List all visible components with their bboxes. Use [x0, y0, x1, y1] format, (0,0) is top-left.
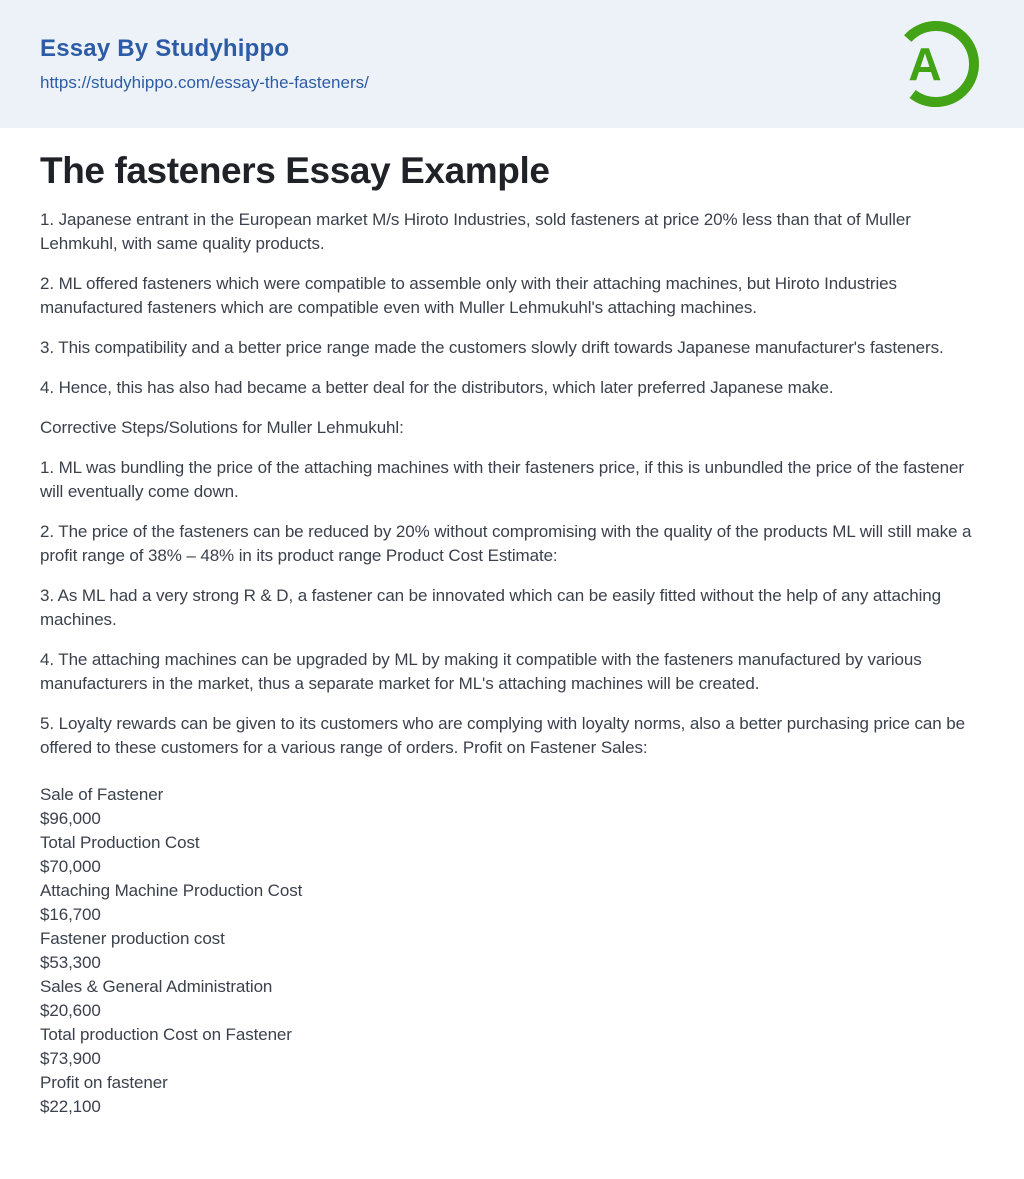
essay-paragraph: 3. This compatibility and a better price range made the customers slowly drift towards Japanese manufacturer's fasteners.: [40, 337, 944, 357]
figure-value: $73,900: [40, 1048, 101, 1068]
essay-paragraph: 1. ML was bundling the price of the attaching machines with their fasteners price, if this is unbundled the price of the fastener will eventually come down.: [40, 457, 964, 501]
essay-url-link[interactable]: https://studyhippo.com/essay-the-fasteners/: [40, 72, 369, 92]
essay-paragraph: 5. Loyalty rewards can be given to its customers who are complying with loyalty norms, also a better purchasing price can be offered to these customers for a various range of orders. Profit on Fastener Sales:: [40, 713, 965, 757]
header-text-block: [40, 35, 369, 93]
essay-paragraph: 4. Hence, this has also had became a better deal for the distributors, which later preferred Japanese make.: [40, 377, 834, 397]
essay-content: [0, 128, 1024, 1179]
figure-label: Attaching Machine Production Cost: [40, 880, 303, 900]
figure-label: Total Production Cost: [40, 832, 200, 852]
figure-label: Profit on fastener: [40, 1072, 168, 1092]
figure-label: Sale of Fastener: [40, 784, 164, 804]
figure-value: $20,600: [40, 1000, 101, 1020]
figure-label: Total production Cost on Fastener: [40, 1024, 292, 1044]
figures-list: [40, 783, 984, 1179]
essay-paragraphs: [40, 208, 984, 760]
figure-value: $70,000: [40, 856, 101, 876]
figure-label: Sales & General Administration: [40, 976, 273, 996]
logo-arc-icon: [888, 16, 984, 112]
figure-value: $22,100: [40, 1096, 101, 1116]
site-header: [0, 0, 1024, 128]
essay-paragraph: 1. Japanese entrant in the European market M/s Hiroto Industries, sold fasteners at price 20% less than that of Muller Lehmkuhl, with same quality products.: [40, 209, 911, 253]
site-title: Essay By Studyhippo: [40, 34, 290, 62]
essay-paragraph: Corrective Steps/Solutions for Muller Lehmukuhl:: [40, 417, 404, 437]
figure-value: $96,000: [40, 808, 101, 828]
essay-paragraph: 4. The attaching machines can be upgraded by ML by making it compatible with the fasteners manufactured by various manufacturers in the market, thus a separate market for ML's attaching machines will be created.: [40, 649, 922, 693]
essay-paragraph: 2. ML offered fasteners which were compatible to assemble only with their attaching machines, but Hiroto Industries manufactured fasteners which are compatible even with Muller Lehmukuhl's attaching machines.: [40, 273, 897, 317]
essay-title: The fasteners Essay Example: [40, 150, 550, 191]
logo-letter: A: [908, 38, 942, 90]
figure-value: $16,700: [40, 904, 101, 924]
studyhippo-logo: [888, 16, 984, 112]
figure-value: $53,300: [40, 952, 101, 972]
essay-paragraph: 2. The price of the fasteners can be reduced by 20% without compromising with the quality of the products ML will still make a profit range of 38% – 48% in its product range Product Cost Estimate:: [40, 521, 972, 565]
figure-label: Fastener production cost: [40, 928, 225, 948]
essay-paragraph: 3. As ML had a very strong R & D, a fastener can be innovated which can be easily fitted without the help of any attaching machines.: [40, 585, 941, 629]
